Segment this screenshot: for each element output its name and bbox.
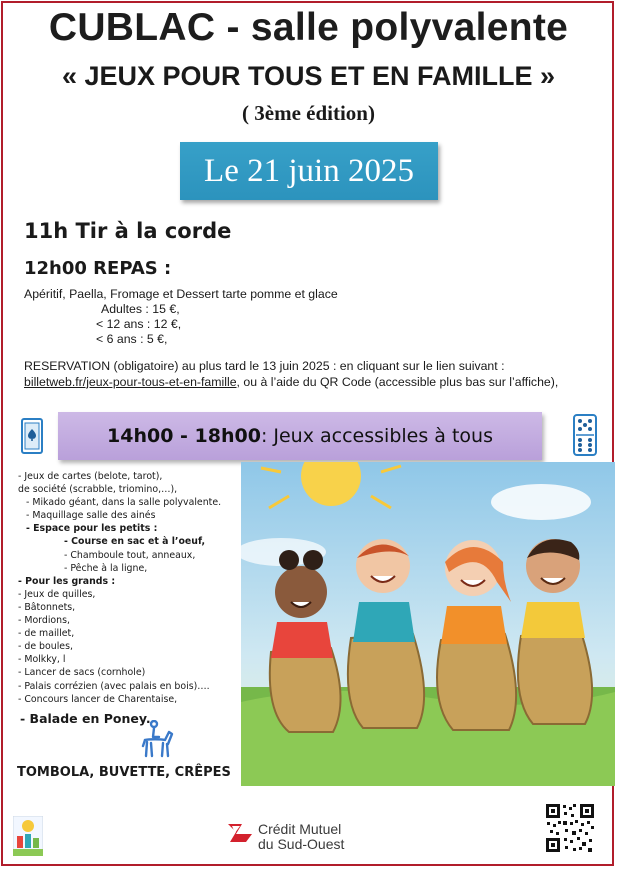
page-title: CUBLAC - salle polyvalente xyxy=(48,6,569,49)
sponsor-line-2: du Sud-Ouest xyxy=(258,836,345,852)
price-under12: < 12 ans : 12 €, xyxy=(96,317,182,331)
list-item: - de boules, xyxy=(18,641,73,653)
list-item: - Mordions, xyxy=(18,615,70,627)
list-item: de société (scrabble, triomino,…), xyxy=(18,484,178,496)
event-subtitle: « JEUX POUR TOUS ET EN FAMILLE » xyxy=(61,61,556,91)
price-adults: Adultes : 15 €, xyxy=(101,302,180,316)
kids-association-logo xyxy=(13,816,43,861)
list-item: - de maillet, xyxy=(18,628,75,640)
list-item: - Concours lancer de Charentaise, xyxy=(18,693,178,705)
repas-heading: 12h00 REPAS : xyxy=(24,258,172,279)
list-item: - Jeux de cartes (belote, tarot), xyxy=(18,471,163,482)
reservation-link[interactable]: billetweb.fr/jeux-pour-tous-et-en-famille, xyxy=(24,374,240,389)
list-item: - Pour les grands : xyxy=(18,575,116,587)
games-banner-text: : Jeux accessibles à tous xyxy=(260,425,493,447)
reservation-after-link: ou à l’aide du QR Code (accessible plus bas sur l’affiche), xyxy=(239,374,559,389)
list-item: - Course en sac et à l’oeuf, xyxy=(64,536,206,548)
reservation-paragraph xyxy=(24,359,594,390)
tir-heading: 11h Tir à la corde xyxy=(24,219,232,243)
credit-mutuel-logo xyxy=(226,820,256,849)
games-time: 14h00 - 18h00 xyxy=(107,425,261,447)
list-item: - Pêche à la ligne, xyxy=(64,562,148,574)
list-item: - Maquillage salle des ainés xyxy=(26,510,156,522)
price-under6: < 6 ans : 5 €, xyxy=(96,332,168,346)
edition-label: ( 3ème édition) xyxy=(242,101,375,125)
qr-code[interactable] xyxy=(544,802,596,854)
sponsor-line-1: Crédit Mutuel xyxy=(258,821,342,837)
event-date-banner xyxy=(180,142,438,200)
list-item: - Chamboule tout, anneaux, xyxy=(64,549,196,561)
games-time-banner xyxy=(58,412,542,460)
list-item: - Palais corrézien (avec palais en bois)…. xyxy=(18,680,210,692)
event-date: Le 21 juin 2025 xyxy=(204,152,414,189)
list-item: - Lancer de sacs (cornhole) xyxy=(18,667,146,679)
poney-activity: - Balade en Poney. xyxy=(20,711,151,726)
menu-text: Apéritif, Paella, Fromage et Dessert tarte pomme et glace xyxy=(24,287,338,301)
list-item: - Jeux de quilles, xyxy=(18,588,96,600)
list-item: - Molkky, l xyxy=(18,654,66,666)
games-list xyxy=(18,470,221,706)
reservation-text: RESERVATION (obligatoire) au plus tard le 13 juin 2025 : en cliquant sur le lien suivant : xyxy=(24,359,505,373)
horse-rider-icon xyxy=(137,720,175,765)
spade-card-icon xyxy=(21,418,43,459)
tombola-text: TOMBOLA, BUVETTE, CRÊPES xyxy=(17,765,231,780)
list-item: - Mikado géant, dans la salle polyvalente. xyxy=(26,497,222,509)
list-item: - Espace pour les petits : xyxy=(26,523,158,535)
list-item: - Bâtonnets, xyxy=(18,601,76,613)
sponsor-name xyxy=(258,822,344,852)
children-sack-race-illustration xyxy=(241,462,615,786)
domino-icon xyxy=(573,414,597,461)
